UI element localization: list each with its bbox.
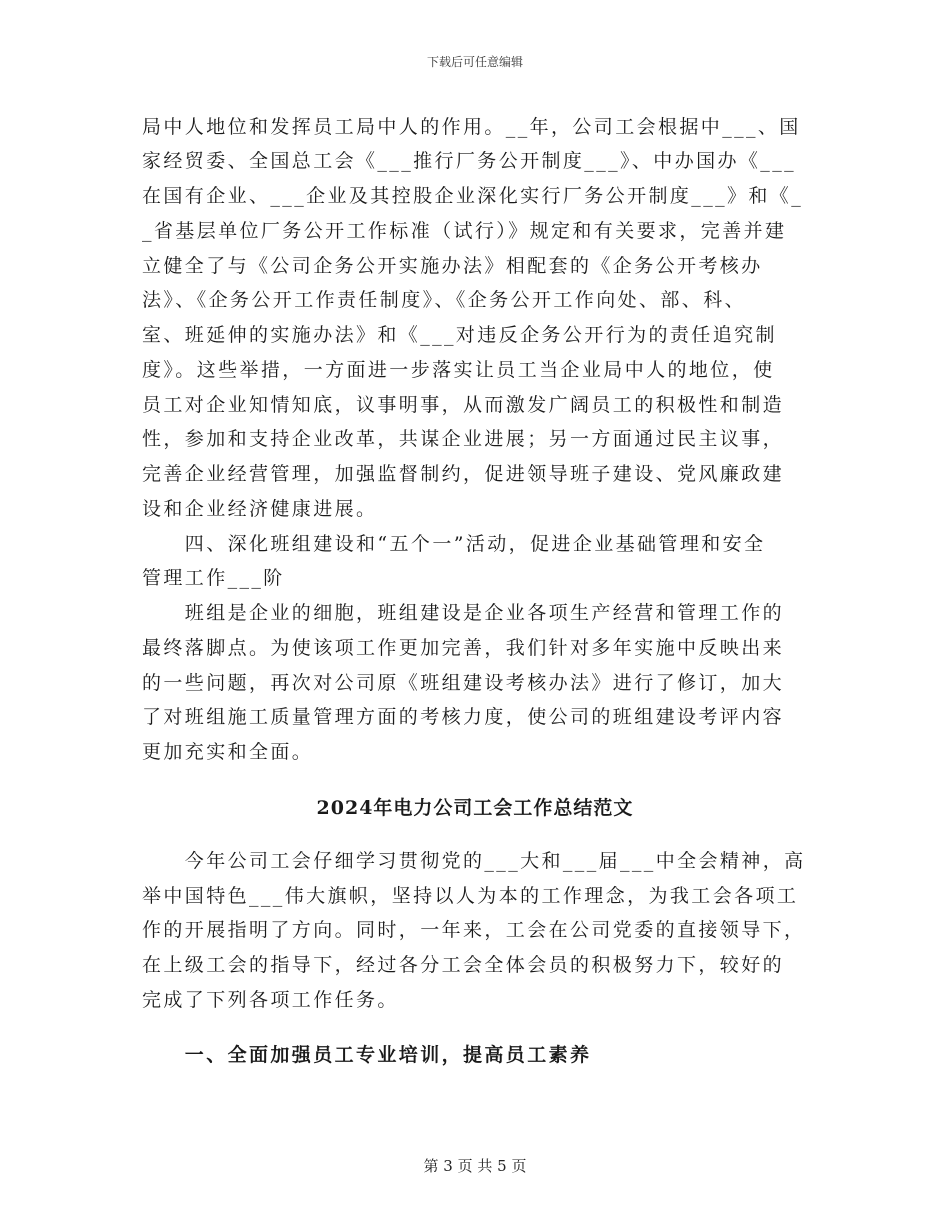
page-number: 第 3 页 共 5 页: [423, 1157, 527, 1175]
text-line: 四、深化班组建设和“五个一”活动，促进企业基础管理和安全: [142, 533, 766, 555]
text-line: 法》、《企务公开工作责任制度》、《企务公开工作向处、部、科、: [142, 289, 747, 311]
text-line: 更加充实和全面。: [142, 741, 314, 763]
text-line: 完成了下列各项工作任务。: [142, 989, 399, 1011]
text-line: 性，参加和支持企业改革，共谋企业进展；另一方面通过民主议事，: [142, 428, 785, 450]
text-line: 的一些问题，再次对公司原《班组建设考核办法》进行了修订，加大: [142, 672, 785, 694]
text-line: 在国有企业、___企业及其控股企业深化实行厂务公开制度___》和《_: [142, 185, 804, 207]
text-line: 管理工作___阶: [142, 567, 285, 589]
text-line: 立健全了与《公司企务公开实施办法》相配套的《企务公开考核办: [142, 255, 763, 277]
text-line: 举中国特色___伟大旗帜，坚持以人为本的工作理念，为我工会各项工: [142, 885, 799, 907]
text-line: 完善企业经营管理，加强监督制约，促进领导班子建设、党风廉政建: [142, 463, 785, 485]
document-title: 2024年电力公司工会工作总结范文: [316, 797, 634, 819]
text-line: 度》。这些举措，一方面进一步落实让员工当企业局中人的地位，使: [142, 359, 775, 381]
text-line: 在上级工会的指导下，经过各分工会全体会员的积极努力下，较好的: [142, 954, 785, 976]
text-line: 了对班组施工质量管理方面的考核力度，使公司的班组建设考评内容: [142, 706, 785, 728]
text-line: 最终落脚点。为使该项工作更加完善，我们针对多年实施中反映出来: [142, 637, 785, 659]
text-line: 室、班延伸的实施办法》和《___对违反企务公开行为的责任追究制: [142, 324, 777, 346]
text-line: 局中人地位和发挥员工局中人的作用。__年，公司工会根据中___、国: [142, 116, 801, 138]
text-line: 设和企业经济健康进展。: [142, 498, 378, 520]
text-line: 今年公司工会仔细学习贯彻党的___大和___届___中全会精神，高: [142, 850, 806, 872]
text-line: 班组是企业的细胞，班组建设是企业各项生产经营和管理工作的: [142, 602, 785, 624]
text-line: 员工对企业知情知底，议事明事，从而激发广阔员工的积极性和制造: [142, 394, 785, 416]
text-line: _省基层单位厂务公开工作标准（试行）》规定和有关要求，完善并建: [142, 220, 787, 242]
page-header: 下载后可任意编辑: [426, 55, 523, 69]
text-line: 作的开展指明了方向。同时，一年来，工会在公司党委的直接领导下，: [142, 919, 806, 941]
text-line: 家经贸委、全国总工会《___推行厂务公开制度___》、中办国办《___: [142, 150, 797, 172]
section-heading: 一、全面加强员工专业培训，提高员工素养: [142, 1044, 592, 1066]
